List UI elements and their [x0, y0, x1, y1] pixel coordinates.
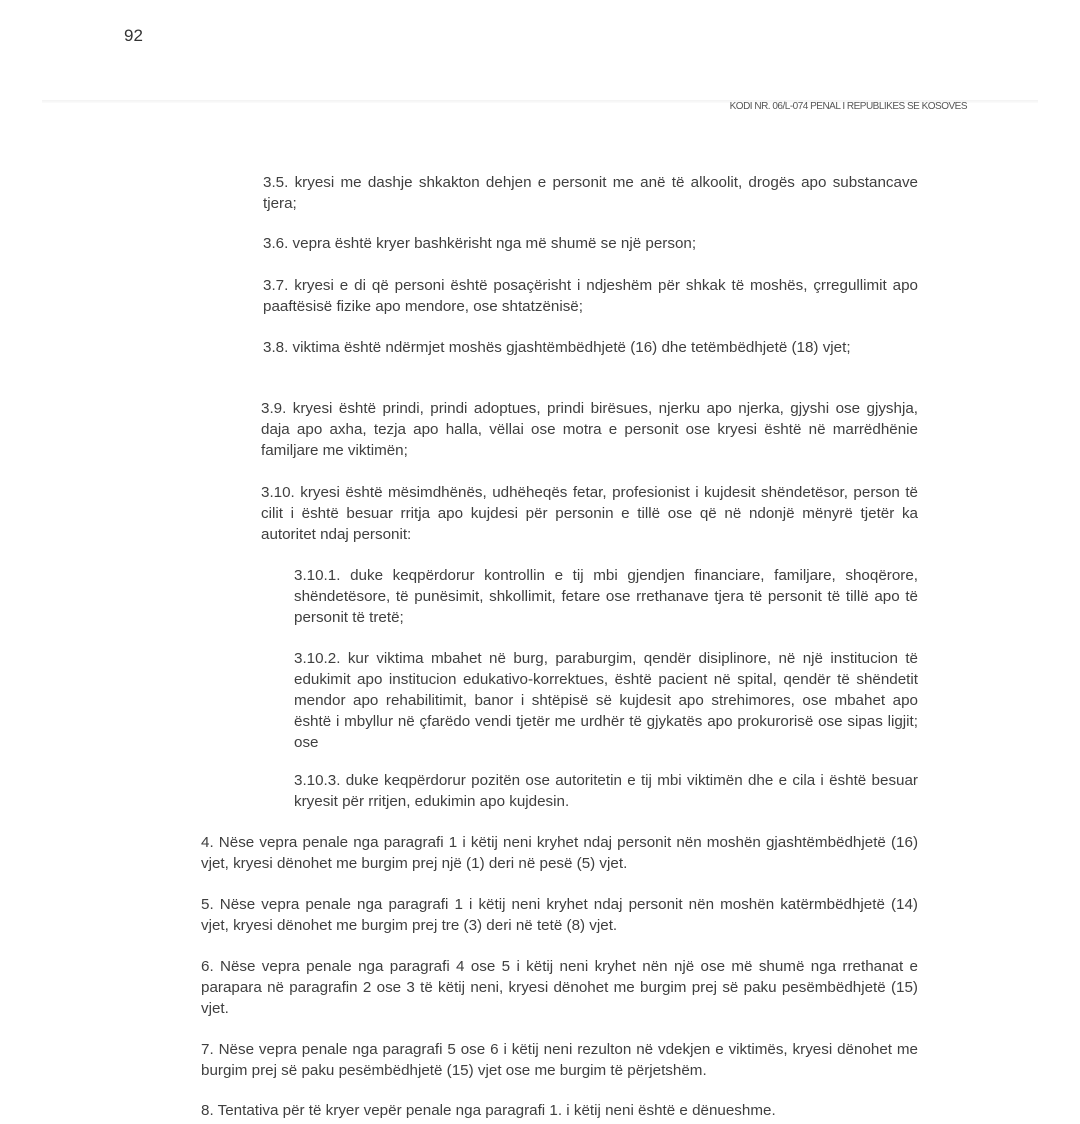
paragraph-3-7: 3.7. kryesi e di që personi është posaçërisht i ndjeshëm për shkak të moshës, çrregullimit apo paaftësisë fizike apo mendore, ose shtatzënisë;: [263, 277, 918, 315]
running-header: KODI NR. 06/L-074 PENAL I REPUBLIKES SE KOSOVES: [729, 101, 967, 112]
paragraph-8: 8. Tentativa për të kryer vepër penale nga paragrafi 1. i këtij neni është e dënueshme.: [201, 1102, 776, 1119]
paragraph-7: 7. Nëse vepra penale nga paragrafi 5 ose 6 i këtij neni rezulton në vdekjen e viktimës, kryesi dënohet me burgim prej së paku pesëmbëdhjetë (15) vjet ose me burgim të përjetshëm.: [201, 1041, 918, 1079]
paragraph-3-9: 3.9. kryesi është prindi, prindi adoptues, prindi birësues, njerku apo njerka, gjyshi ose gjyshja, daja apo axha, tezja apo halla, vëllai ose motra e personit ose kryesi është në marrëdhënie familjare me viktimën;: [261, 400, 918, 459]
page-number: 92: [124, 26, 143, 45]
paragraph-3-10-1: 3.10.1. duke keqpërdorur kontrollin e tij mbi gjendjen financiare, familjare, shoqërore, shëndetësore, të punësimit, shkollimit, fetare ose rrethanave tjera të personit të tillë apo të personit të tretë;: [294, 567, 918, 626]
paragraph-3-10-2: 3.10.2. kur viktima mbahet në burg, paraburgim, qendër disiplinore, në një institucion të edukimit apo institucion edukativo-korrektues, është pacient në spital, qendër të shëndetit mendor apo rehabilitimit, banor i shtëpisë së kujdesit apo strehimores, ose mbahet apo është i mbyllur në çfarëdo vendi tjetër me urdhër të gjykatës apo prokurorisë ose sipas ligjit; ose: [294, 650, 918, 751]
paragraph-3-10-3: 3.10.3. duke keqpërdorur pozitën ose autoritetin e tij mbi viktimën dhe e cila i është besuar kryesit për rritjen, edukimin apo kujdesin.: [294, 772, 918, 810]
paragraph-4: 4. Nëse vepra penale nga paragrafi 1 i këtij neni kryhet ndaj personit nën moshën gjashtëmbëdhjetë (16) vjet, kryesi dënohet me burgim prej një (1) deri në pesë (5) vjet.: [201, 834, 918, 872]
paragraph-3-5: 3.5. kryesi me dashje shkakton dehjen e personit me anë të alkoolit, drogës apo substancave tjera;: [263, 174, 918, 212]
paragraph-3-8: 3.8. viktima është ndërmjet moshës gjashtëmbëdhjetë (16) dhe tetëmbëdhjetë (18) vjet;: [263, 339, 851, 356]
paragraph-3-10: 3.10. kryesi është mësimdhënës, udhëheqës fetar, profesionist i kujdesit shëndetësor, person të cilit i është besuar rritja apo kujdesi për personin e tillë ose që në ndonjë mënyrë tjetër ka autoritet ndaj personit:: [261, 484, 918, 543]
paragraph-3-6: 3.6. vepra është kryer bashkërisht nga më shumë se një person;: [263, 235, 697, 252]
paragraph-5: 5. Nëse vepra penale nga paragrafi 1 i këtij neni kryhet ndaj personit nën moshën katërmbëdhjetë (14) vjet, kryesi dënohet me burgim prej tre (3) deri në tetë (8) vjet.: [201, 896, 918, 934]
paragraph-6: 6. Nëse vepra penale nga paragrafi 4 ose 5 i këtij neni kryhet nën një ose më shumë nga rrethanat e parapara në paragrafin 2 ose 3 të këtij neni, kryesi dënohet me burgim prej së paku pesëmbëdhjetë (15) vjet.: [201, 958, 918, 1017]
